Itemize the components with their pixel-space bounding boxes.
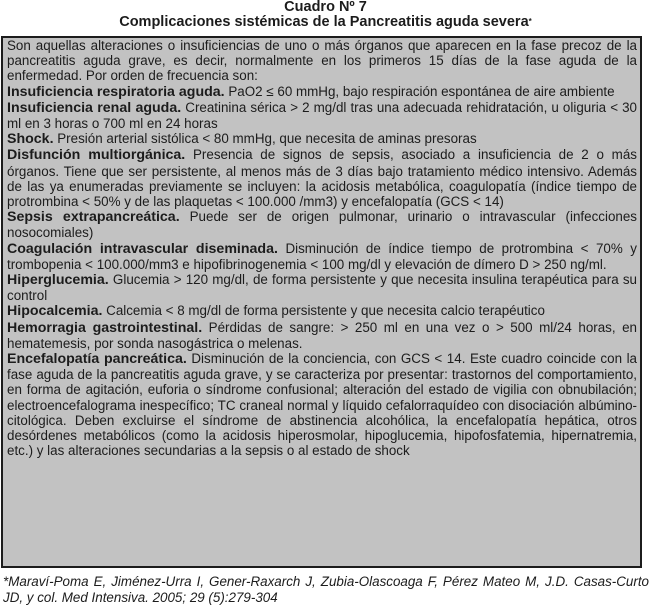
item-text: Presión arterial sistólica < 80 mmHg, que necesita de aminas presoras (53, 131, 477, 147)
item-term: Coagulación intravascular diseminada. (7, 240, 278, 257)
item-hypocalcemia (7, 303, 637, 319)
item-coagulation (7, 241, 637, 272)
item-text: PaO2 ≤ 60 mmHg, bajo respiración espontánea de aire ambiente (224, 83, 615, 99)
table-heading (0, 0, 651, 30)
item-text: Presencia de signos de sepsis, asociado a insuficiencia de 2 o más órganos. Tiene que ser persistente, al menos más de 3 días bajo tratamiento médico intensivo. Además de las ya enumeradas previamente se incluyen: la acidosis metabólica, coagulopatía (índice tiempo de protrombina < 50% y de las plaquetas < 100.000 /mm3) y encefalopatía (GCS < 14) (7, 147, 637, 210)
item-term: Hipocalcemia. (7, 303, 103, 320)
item-gi-bleeding (7, 320, 637, 351)
table-number: Cuadro Nº 7 (284, 0, 367, 15)
item-term: Insuficiencia respiratoria aguda. (7, 83, 225, 100)
item-hyperglycemia (7, 272, 637, 303)
item-renal (7, 100, 637, 131)
item-term: Insuficiencia renal aguda. (7, 99, 182, 116)
item-term: Shock. (7, 131, 54, 148)
item-term: Hiperglucemia. (7, 272, 109, 289)
item-term: Hemorragia gastrointestinal. (7, 319, 203, 336)
item-multiorgan (7, 147, 637, 209)
reference-footnote: *Maraví-Poma E, Jiménez-Urra I, Gener-Raxarch J, Zubia-Olascoaga F, Pérez Mateo M, J.D. Casas-Curto JD, y col. Med Intensiva. 2005; 29 (5):279-304 (3, 574, 649, 605)
item-text: Calcemia < 8 mg/dl de forma persistente y que necesita calcio terapéutico (102, 303, 545, 319)
complications-box (1, 36, 642, 568)
item-text: Pérdidas de sangre: > 250 ml en una vez o > 500 ml/24 horas, en hematemesis, por sonda nasogástrica o melenas. (7, 319, 637, 351)
item-term: Encefalopatía pancreática. (7, 351, 187, 368)
item-text: Disminución de índice tiempo de protrombina < 70% y trombopenia < 100.000/mm3 e hipofibrinogenemia < 100 mg/dl y elevación de dímero D > 250 ng/ml. (7, 240, 637, 272)
item-term: Disfunción multiorgánica. (7, 147, 186, 164)
item-shock (7, 131, 637, 147)
intro-paragraph: Son aquellas alteraciones o insuficiencias de uno o más órganos que aparecen en la fase precoz de la pancreatitis aguda grave, es decir, normalmente en los primeros 15 días de la fase aguda de la enfermedad. Por orden de frecuencia son: (7, 38, 637, 84)
item-term: Sepsis extrapancreática. (7, 209, 180, 226)
item-text: Disminución de la conciencia, con GCS < 14. Este cuadro coincide con la fase aguda de la pancreatitis aguda grave, y se caracteriza por presentar: trastornos del comportamiento, en forma de agitación, euforia o síndrome confusional; alteración del estado de vigilia con obnubilación; electroencefalograma inespecífico; TC craneal normal y líquido cefalorraquídeo con disociación albúmino-citológica. Deben excluirse el síndrome de abstinencia alcohólica, la encefalopatía hepática, otros desórdenes metabólicos (como la acidosis hiperosmolar, hipoglucemia, hipofosfatemia, hipernatremia, etc.) y las alteraciones secundarias a la sepsis o al estado de shock (7, 351, 637, 459)
table-title-text: Complicaciones sistémicas de la Pancreatitis aguda severa (119, 14, 529, 30)
item-text: Creatinina sérica > 2 mg/dl tras una adecuada rehidratación, u oliguria < 30 ml en 3 horas o 700 ml en 24 horas (7, 99, 637, 132)
item-text: Puede ser de origen pulmonar, urinario o intravascular (infecciones nosocomiales) (7, 209, 638, 241)
table-title (0, 15, 651, 30)
item-text: Glucemia > 120 mg/dl, de forma persistente y que necesita insulina terapéutica para su control (7, 272, 637, 304)
item-sepsis (7, 209, 637, 240)
title-footnote-mark: * (528, 17, 532, 26)
item-encephalopathy (7, 351, 637, 458)
item-respiratory (7, 84, 637, 100)
